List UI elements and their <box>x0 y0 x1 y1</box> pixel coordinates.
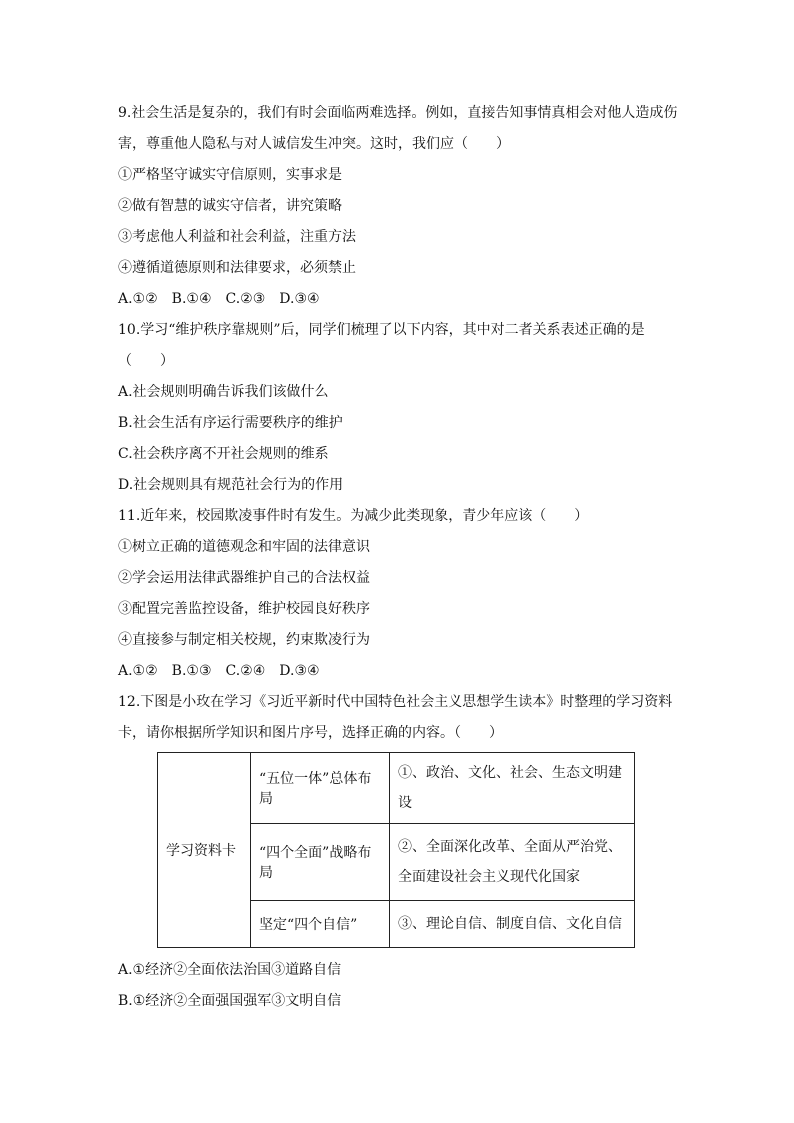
question-block <box>118 98 678 749</box>
q11-item: ①树立正确的道德观念和牢固的法律意识 <box>118 539 370 555</box>
q12-option: A.①经济②全面依法治国③道路自信 <box>118 962 342 978</box>
q9-options: A.①② B.①④ C.②③ D.③④ <box>118 291 320 307</box>
card-content: ①、政治、文化、社会、生态文明建设 <box>390 753 635 824</box>
q12-options-block <box>118 955 678 1017</box>
q12-stem-line2: 卡，请你根据所学知识和图片序号，选择正确的内容。（ ） <box>118 725 503 741</box>
q12-stem-line1: 12.下图是小玫在学习《习近平新时代中国特色社会主义思想学生读本》时整理的学习资料 <box>118 694 673 710</box>
q10-stem-line1: 10.学习“维护秩序靠规则”后，同学们梳理了以下内容，其中对二者关系表述正确的是 <box>118 322 645 338</box>
study-card-table <box>157 752 635 948</box>
q10-option: D.社会规则具有规范社会行为的作用 <box>118 477 344 493</box>
q10-option: A.社会规则明确告诉我们该做什么 <box>118 384 329 400</box>
card-topic: 坚定“四个自信” <box>251 901 390 948</box>
q10-stem-line2: （ ） <box>118 353 174 369</box>
q9-stem-line2: 害，尊重他人隐私与对人诚信发生冲突。这时，我们应（ ） <box>118 136 510 152</box>
q9-stem-line1: 9.社会生活是复杂的，我们有时会面临两难选择。例如，直接告知事情真相会对他人造成伤 <box>118 105 678 121</box>
card-topic: “五位一体”总体布局 <box>251 753 390 824</box>
card-content: ②、全面深化改革、全面从严治党、全面建设社会主义现代化国家 <box>390 824 635 901</box>
card-title: 学习资料卡 <box>158 753 251 948</box>
q11-options: A.①② B.①③ C.②④ D.③④ <box>118 663 320 679</box>
card-topic: “四个全面”战略布局 <box>251 824 390 901</box>
q9-item: ②做有智慧的诚实守信者，讲究策略 <box>118 198 342 214</box>
q11-stem: 11.近年来，校园欺凌事件时有发生。为减少此类现象，青少年应该（ ） <box>118 508 589 524</box>
q11-item: ③配置完善监控设备，维护校园良好秩序 <box>118 601 370 617</box>
q10-option: C.社会秩序离不开社会规则的维系 <box>118 446 329 462</box>
q9-item: ③考虑他人利益和社会利益，注重方法 <box>118 229 356 245</box>
q9-item: ④遵循道德原则和法律要求，必须禁止 <box>118 260 356 276</box>
q11-item: ④直接参与制定相关校规，约束欺凌行为 <box>118 632 370 648</box>
q9-item: ①严格坚守诚实守信原则，实事求是 <box>118 167 342 183</box>
q10-option: B.社会生活有序运行需要秩序的维护 <box>118 415 343 431</box>
q12-option: B.①经济②全面强国强军③文明自信 <box>118 993 342 1009</box>
q11-item: ②学会运用法律武器维护自己的合法权益 <box>118 570 370 586</box>
card-content: ③、理论自信、制度自信、文化自信 <box>390 901 635 948</box>
